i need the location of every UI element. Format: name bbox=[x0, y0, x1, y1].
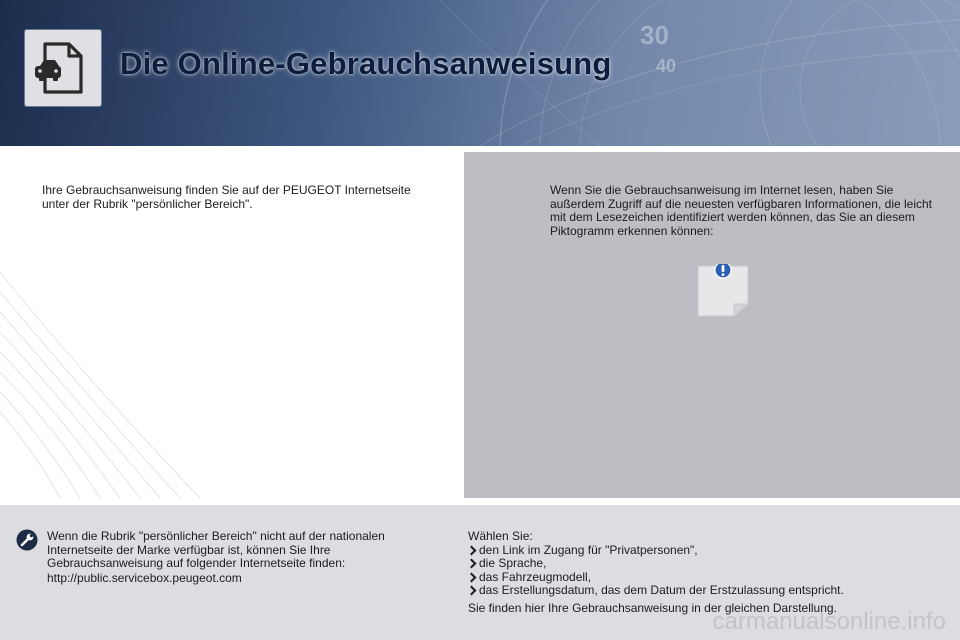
list-item bbox=[468, 584, 948, 598]
chevron-right-icon bbox=[467, 559, 477, 569]
car-manual-icon-box bbox=[25, 30, 101, 106]
servicebox-url: http://public.servicebox.peugeot.com bbox=[47, 571, 242, 585]
chevron-right-icon bbox=[467, 572, 477, 582]
gauge-number-30: 30 bbox=[640, 20, 669, 50]
instructions-list bbox=[468, 544, 948, 598]
car-manual-icon bbox=[25, 30, 101, 106]
header-banner bbox=[0, 0, 960, 146]
left-intro-text: Ihre Gebrauchsanweisung finden Sie auf der PEUGEOT Internetseite unter der Rubrik "persönlicher Bereich". bbox=[42, 183, 411, 211]
watermark: carmanualsonline.info bbox=[712, 608, 946, 635]
list-item-text: das Fahrzeugmodell, bbox=[479, 569, 592, 584]
list-item bbox=[468, 571, 948, 585]
right-panel bbox=[464, 152, 960, 498]
instructions-footer: Sie finden hier Ihre Gebrauchsanweisung in der gleichen Darstellung. bbox=[468, 600, 837, 615]
list-item bbox=[468, 557, 948, 571]
list-item-text: die Sprache, bbox=[479, 556, 547, 570]
right-intro-text: Wenn Sie die Gebrauchsanweisung im Internet lesen, haben Sie außerdem Zugriff auf die neuesten verfügbaren Informationen, die leicht mit dem Lesezeichen identifiziert werden können, das Sie an diesem Piktogramm erkennen können: bbox=[550, 183, 933, 238]
list-item-text: das Erstellungsdatum, das dem Datum der Erstzulassung entspricht. bbox=[479, 583, 844, 597]
bookmark-exclamation-icon bbox=[696, 264, 752, 320]
instructions-block bbox=[468, 530, 948, 615]
list-item bbox=[468, 544, 948, 558]
instructions-title: Wählen Sie: bbox=[468, 529, 533, 543]
gauge-number-40: 40 bbox=[656, 56, 677, 76]
list-item-text: den Link im Zugang für "Privatpersonen", bbox=[479, 542, 698, 557]
chevron-right-icon bbox=[467, 545, 477, 555]
wrench-tip-icon bbox=[16, 529, 38, 551]
page-title: Die Online-Gebrauchsanweisung bbox=[120, 46, 612, 81]
left-panel bbox=[0, 152, 462, 498]
chevron-right-icon bbox=[467, 586, 477, 596]
tip-text: Wenn die Rubrik "persönlicher Bereich" nicht auf der nationalen Internetseite der Marke verfügbar ist, können Sie Ihre Gebrauchsanweisung auf folgender Internetseite finden: bbox=[47, 529, 385, 570]
